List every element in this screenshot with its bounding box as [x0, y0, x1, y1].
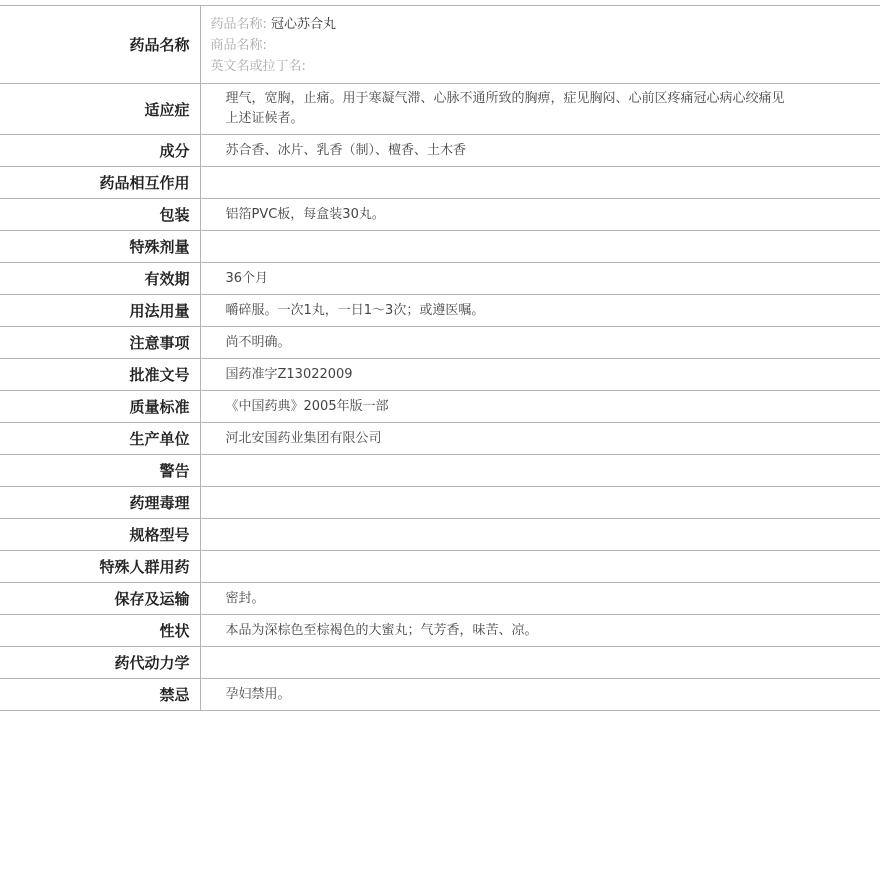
row-pharmacokinetics	[0, 647, 880, 679]
row-value	[200, 487, 880, 519]
drug-name-details	[200, 6, 880, 84]
row-approval-number	[0, 359, 880, 391]
row-value: 密封。	[200, 583, 880, 615]
row-manufacturer	[0, 423, 880, 455]
trade-name-label: 商品名称:	[210, 38, 267, 53]
row-label: 质量标准	[0, 391, 200, 423]
row-value: 理气，宽胸，止痛。用于寒凝气滞、心脉不通所致的胸痹，症见胸闷、心前区疼痛冠心病心绞痛见上述证候者。	[200, 84, 880, 135]
row-label: 用法用量	[0, 295, 200, 327]
row-label: 生产单位	[0, 423, 200, 455]
english-name-line	[211, 56, 880, 77]
row-label: 药代动力学	[0, 647, 200, 679]
row-indications	[0, 84, 880, 135]
row-value: 《中国药典》2005年版一部	[200, 391, 880, 423]
row-value: 河北安国药业集团有限公司	[200, 423, 880, 455]
row-drug-name	[0, 6, 880, 84]
row-label: 警告	[0, 455, 200, 487]
row-value	[200, 167, 880, 199]
row-label: 规格型号	[0, 519, 200, 551]
row-value: 孕妇禁用。	[200, 679, 880, 711]
row-label: 有效期	[0, 263, 200, 295]
row-label: 成分	[0, 135, 200, 167]
row-value	[200, 519, 880, 551]
row-value	[200, 551, 880, 583]
row-label: 保存及运输	[0, 583, 200, 615]
generic-name-line	[211, 14, 880, 35]
row-label: 适应症	[0, 84, 200, 135]
row-contraindications	[0, 679, 880, 711]
row-value: 本品为深棕色至棕褐色的大蜜丸；气芳香，味苦、凉。	[200, 615, 880, 647]
row-value: 嚼碎服。一次1丸，一日1～3次；或遵医嘱。	[200, 295, 880, 327]
row-usage-dosage	[0, 295, 880, 327]
row-label: 禁忌	[0, 679, 200, 711]
row-value	[200, 647, 880, 679]
row-value	[200, 231, 880, 263]
row-specification	[0, 519, 880, 551]
row-value: 铝箔PVC板，每盒装30丸。	[200, 199, 880, 231]
row-label: 特殊剂量	[0, 231, 200, 263]
row-label: 包装	[0, 199, 200, 231]
row-precautions	[0, 327, 880, 359]
row-drug-interactions	[0, 167, 880, 199]
row-pharmacology-toxicology	[0, 487, 880, 519]
row-ingredients	[0, 135, 880, 167]
row-value: 尚不明确。	[200, 327, 880, 359]
row-label: 性状	[0, 615, 200, 647]
row-special-populations	[0, 551, 880, 583]
generic-name-value: 冠心苏合丸	[271, 17, 337, 32]
row-value	[200, 455, 880, 487]
row-label: 注意事项	[0, 327, 200, 359]
row-warning	[0, 455, 880, 487]
drug-info-table	[0, 5, 880, 711]
row-special-dosage	[0, 231, 880, 263]
row-label: 药品名称	[0, 6, 200, 84]
row-label: 药理毒理	[0, 487, 200, 519]
row-value: 苏合香、冰片、乳香（制）、檀香、土木香	[200, 135, 880, 167]
english-name-label: 英文名或拉丁名:	[210, 59, 306, 74]
row-label: 特殊人群用药	[0, 551, 200, 583]
row-description	[0, 615, 880, 647]
row-quality-standard	[0, 391, 880, 423]
row-value: 国药准字Z13022009	[200, 359, 880, 391]
trade-name-line	[211, 35, 880, 56]
row-label: 批准文号	[0, 359, 200, 391]
row-value: 36个月	[200, 263, 880, 295]
row-shelf-life	[0, 263, 880, 295]
row-label: 药品相互作用	[0, 167, 200, 199]
row-storage-transport	[0, 583, 880, 615]
generic-name-label: 药品名称:	[210, 17, 267, 32]
row-packaging	[0, 199, 880, 231]
